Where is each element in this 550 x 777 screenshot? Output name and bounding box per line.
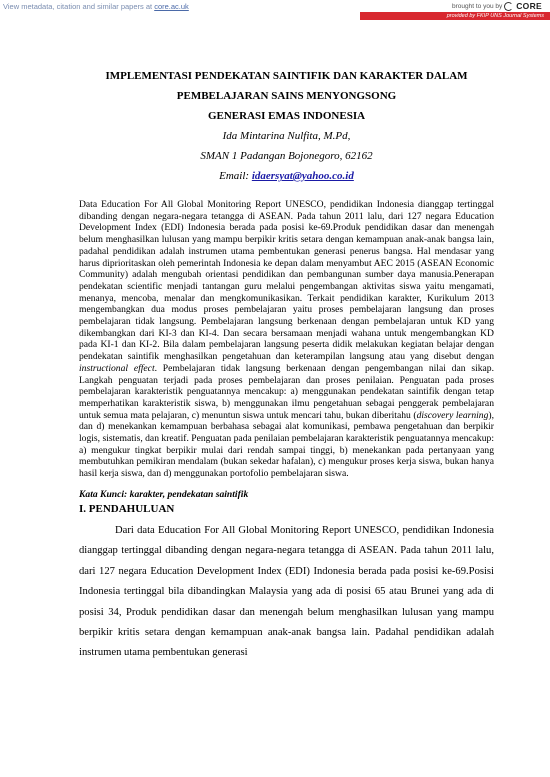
author-affiliation: SMAN 1 Padangan Bojonegoro, 62162 xyxy=(200,150,373,162)
author-email-line xyxy=(79,166,494,186)
abstract-emphasis-2: discovery learning xyxy=(416,409,489,421)
title-line-2: PEMBELAJARAN SAINS MENYONGSONG xyxy=(176,90,397,102)
core-banner xyxy=(0,0,550,20)
core-logo-text: CORE xyxy=(516,1,542,11)
paper-page xyxy=(79,64,494,664)
title-line-3: GENERASI EMAS INDONESIA xyxy=(207,110,366,122)
brought-by-text: brought to you by xyxy=(452,2,503,10)
intro-paragraph: Dari data Education For All Global Monitoring Report UNESCO, pendidikan Indonesia dianggap tertinggal dibanding dengan negara-negara tetangga di ASEAN. Pada tahun 2011 lalu, dari 127 negara Education Development Index (EDI) Indonesia berada pada posisi ke-69.Posisi Indonesia tertinggal bila dibandingkan Malaysia yang ada di posisi 65 atau Brunei yang ada di posisi 34, Produk pendidikan dasar dan menengah belum menghasilkan lulusan yang mampu berpikir kritis setara dengan kemampuan anak-anak bangsa lain. Padahal pendidikan adalah instrumen utama pembentukan generasi xyxy=(79,524,494,659)
core-logo-icon xyxy=(504,2,513,11)
email-label: Email: xyxy=(219,170,250,182)
paper-title xyxy=(79,64,494,126)
core-metadata-notice xyxy=(3,2,189,11)
author-name: Ida Mintarina Nulfita, M.Pd, xyxy=(222,130,351,142)
keywords: Kata Kunci: karakter, pendekatan saintifik xyxy=(79,488,249,500)
provided-by-strip[interactable]: provided by FKIP UNS Journal Systems xyxy=(360,12,550,20)
abstract xyxy=(79,199,494,480)
abstract-text-1: Data Education For All Global Monitoring Report UNESCO, pendidikan Indonesia dianggap tertinggal dibanding dengan negara-negara tetangga di ASEAN. Pada tahun 2011 lalu, dari 127 negara Education Development Index (EDI) Indonesia berada pada posisi ke-69.Produk pendidikan dasar dan menengah belum menghasilkan lulusan yang mampu berpikir kritis setara dengan kemampuan anak-anak bangsa lain, padahal pendidikan adalah instrumen utama pembentukan generasi penerus bangsa. Hal mendasar yang harus diprioritaskan oleh pemerintah Indonesia ke depan dalam menyambut AEC 2015 (ASEAN Economic Community) adalah mengubah orientasi pendidikan dan pembangunan sumber daya manusia.Penerapan pendekatan scientific menjadi tantangan guru melalui pengembangan aktivitas siswa yaitu mengamati, menanya, mencoba, menalar dan mengkomunikasikan. Terkait pendidikan karakter, Kurikulum 2013 mengembangkan dua modus proses pembelajaran yaitu proses pembelajaran langsung dan proses pembelajaran tidak langsung. Pembelajaran langsung berkenaan dengan pembelajaran untuk KD yang dikembangkan dari KI-3 dan KI-4. Dan secara bersamaan menjadi wahana untuk mengembangkan KD pada KI-1 dan KI-2. Bila dalam pembelajaran langsung peserta didik melakukan kegiatan belajar dengan pendekatan saintifik menghasilkan pengetahuan dan keterampilan langsung atau yang disebut dengan xyxy=(79,199,494,363)
core-link[interactable]: core.ac.uk xyxy=(154,2,189,11)
core-brand[interactable] xyxy=(452,1,542,11)
core-metadata-text: View metadata, citation and similar papers at xyxy=(3,2,155,11)
abstract-text-3: ), dan d) menekankan kemampuan berbahasa sebagai alat komunikasi, pembawa pengetahuan dan berpikir logis, sistematis, dan kreatif. Penguatan pada penilaian pembelajaran karakteristik penguatannya mencakup: a) mengukur tingkat berpikir mulai dari rendah sampai tinggi, b) menekankan pada pertanyaan yang membutuhkan pemikiran mendalam (bukan sekedar hafalan), c) mengukur proses kerja siswa, bukan hanya hasil kerja siswa, dan d) menggunakan portofolio pembelajaran siswa. xyxy=(79,409,494,480)
section-heading: I. PENDAHULUAN xyxy=(79,502,175,515)
abstract-text-2: . Pembelajaran tidak langsung berkenaan dengan pengembangan nilai dan sikap. Langkah penguatan terjadi pada proses pembelajaran dan proses penilaian. Penguatan pada proses pembelajaran karakteristik penguatannya mencakup: a) menggunakan pendekatan saintifik dengan tetap memperhatikan karakteristik siswa, b) menggunakan ilmu pengetahuan sebagai penggerak pembelajaran untuk semua mata pelajaran, c) menuntun siswa untuk mencari tahu, bukan diberitahu ( xyxy=(79,362,494,421)
email-link[interactable]: idaersyat@yahoo.co.id xyxy=(251,170,354,182)
abstract-emphasis-1: instructional effect xyxy=(79,362,155,374)
title-line-1: IMPLEMENTASI PENDEKATAN SAINTIFIK DAN KARAKTER DALAM xyxy=(105,70,468,82)
